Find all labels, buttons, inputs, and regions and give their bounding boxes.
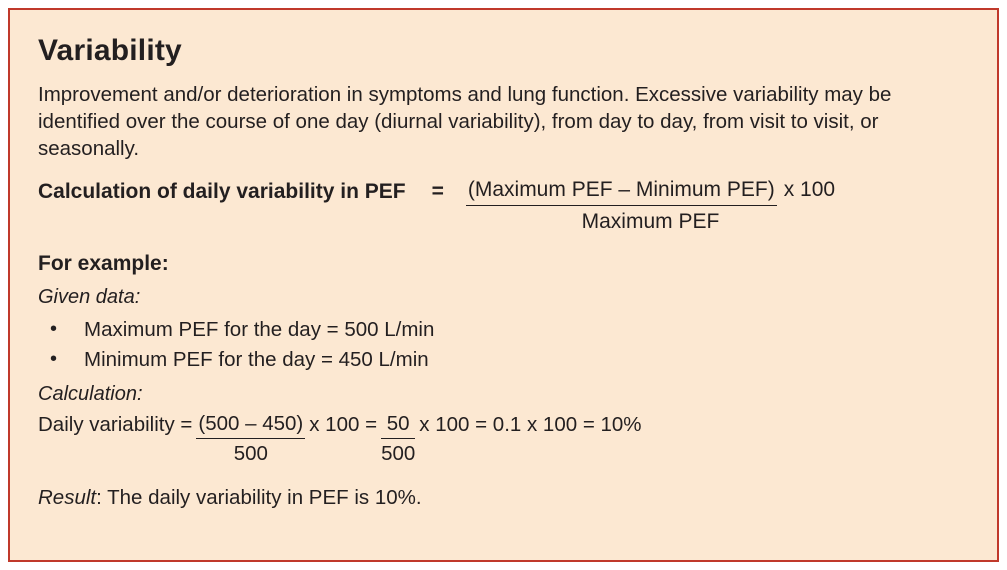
example-heading: For example: xyxy=(38,252,169,276)
list-item-label: Maximum PEF for the day = 500 L/min xyxy=(84,318,435,342)
worked-fraction-2-numerator: 50 xyxy=(381,412,415,439)
worked-calculation xyxy=(38,412,969,466)
worked-fraction-1 xyxy=(196,412,305,466)
variability-panel xyxy=(8,8,999,562)
bullet-icon: • xyxy=(50,347,58,370)
worked-fraction-2 xyxy=(381,412,415,466)
result-text: : The daily variability in PEF is 10%. xyxy=(96,485,422,509)
worked-fraction-1-numerator: (500 – 450) xyxy=(196,412,305,439)
given-data-list xyxy=(38,315,969,374)
calculation-label: Calculation of daily variability in PEF xyxy=(38,180,406,204)
formula-denominator: Maximum PEF xyxy=(581,210,720,234)
result-label: Result xyxy=(38,485,97,509)
equals-sign: = xyxy=(431,180,444,204)
calculation-section-label: Calculation: xyxy=(38,382,143,405)
formula-multiplier: x 100 xyxy=(783,178,836,202)
result-line xyxy=(38,486,969,510)
worked-fraction-2-denominator: 500 xyxy=(381,441,416,465)
list-item-label: Minimum PEF for the day = 450 L/min xyxy=(84,347,429,371)
worked-mid-1: x 100 = xyxy=(309,412,378,436)
worked-fraction-1-denominator: 500 xyxy=(233,441,268,465)
formula-fraction xyxy=(466,178,835,234)
calculation-formula xyxy=(38,178,969,234)
given-data-label: Given data: xyxy=(38,286,141,309)
list-item xyxy=(38,315,969,345)
bullet-icon: • xyxy=(50,318,58,341)
worked-lead: Daily variability = xyxy=(38,412,193,436)
worked-mid-2: x 100 = 0.1 x 100 = 10% xyxy=(419,412,642,436)
formula-numerator: (Maximum PEF – Minimum PEF) xyxy=(466,178,777,206)
intro-paragraph: Improvement and/or deterioration in symptoms and lung function. Excessive variability may be identified over the course of one day (diurnal variability), from day to day, from visit to visit, or seasonally. xyxy=(38,83,892,161)
list-item xyxy=(38,345,969,375)
page-title: Variability xyxy=(38,34,182,67)
